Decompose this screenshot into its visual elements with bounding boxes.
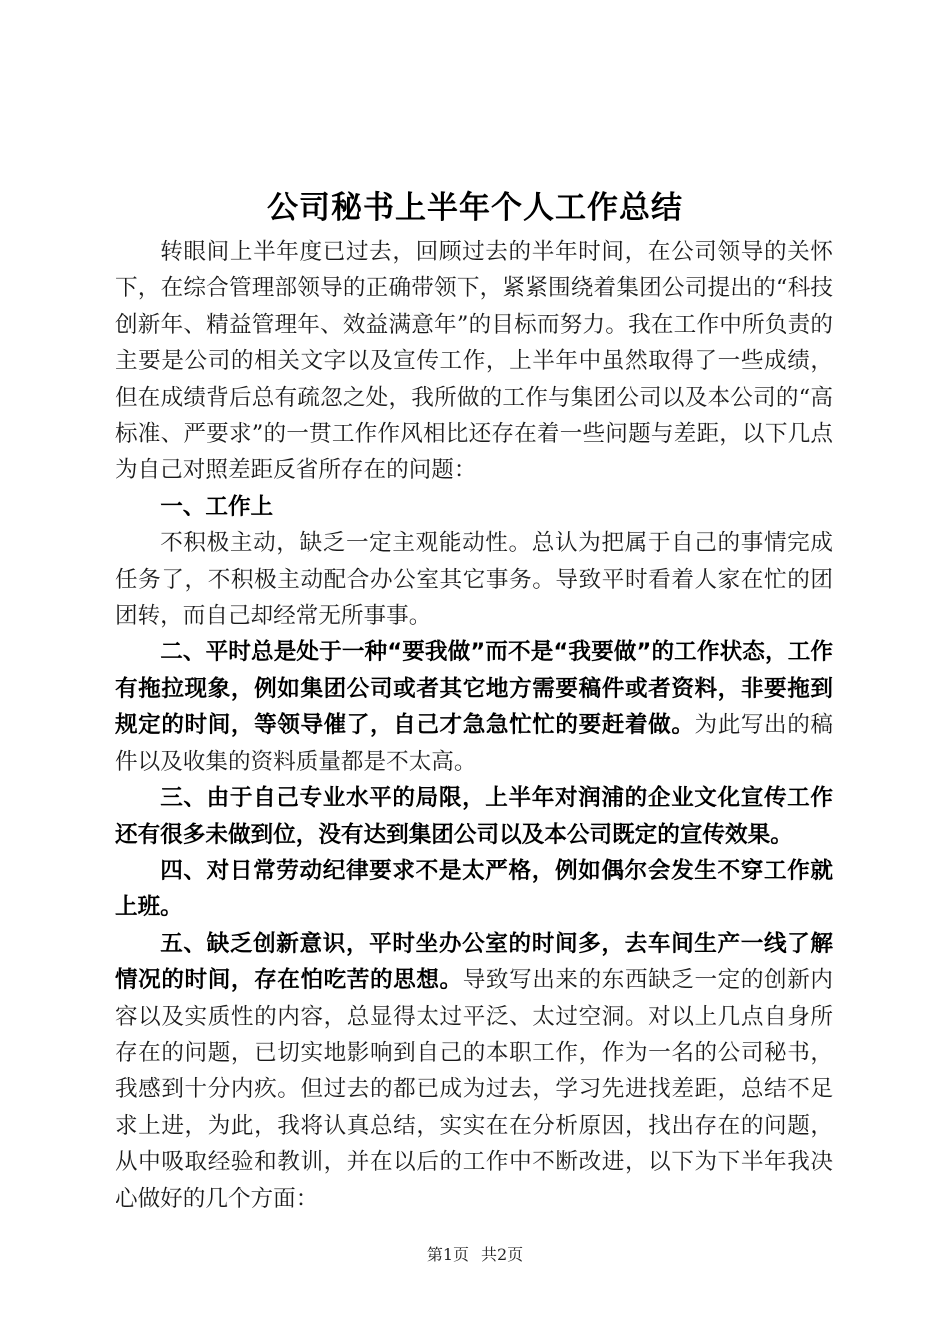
point-heading-text: 三、由于自己专业水平的局限，上半年对润浦的企业文化宣传工作还有很多未做到位，没有达到集团公司以及本公司既定的宣传效果。	[115, 785, 833, 848]
document-title: 公司秘书上半年个人工作总结	[267, 190, 683, 226]
section-heading-work	[115, 489, 833, 525]
paragraph-text: 不积极主动，缺乏一定主观能动性。总认为把属于自己的事情完成任务了，不积极主动配合办公室其它事务。导致平时看着人家在忙的团团转，而自己却经常无所事事。	[115, 530, 833, 630]
page-number-current: 第1页	[426, 1245, 469, 1264]
page-footer	[0, 1244, 950, 1266]
paragraph-point-three	[115, 780, 833, 853]
paragraph-text: 转眼间上半年度已过去，回顾过去的半年时间，在公司领导的关怀下，在综合管理部领导的正确带领下，紧紧围绕着集团公司提出的“科技创新年、精益管理年、效益满意年”的目标而努力。我在工作中所负责的主要是公司的相关文字以及宣传工作，上半年中虽然取得了一些成绩，但在成绩背后总有疏忽之处，我所做的工作与集团公司以及本公司的“高标准、严要求”的一贯工作作风相比还存在着一些问题与差距，以下几点为自己对照差距反省所存在的问题：	[115, 239, 833, 484]
paragraph-point-five	[115, 926, 833, 1217]
point-heading-text: 四、对日常劳动纪律要求不是太严格，例如偶尔会发生不穿工作就上班。	[115, 857, 833, 921]
section-heading-text: 一、工作上	[160, 493, 274, 520]
paragraph-point-two	[115, 634, 833, 780]
paragraph-point-four	[115, 853, 833, 926]
paragraph-text: 为此写出的稿件以及收集的资料质量都是不太高。	[115, 712, 834, 775]
document-body	[115, 234, 833, 1217]
paragraph-text: 导致写出来的东西缺乏一定的创新内容以及实质性的内容，总显得太过平泛、太过空洞。对以上几点自身所存在的问题，已切实地影响到自己的本职工作，作为一名的公司秘书，我感到十分内疚。但过去的都已成为过去，学习先进找差距，总结不足求上进，为此，我将认真总结，实实在在分析原因，找出存在的问题，从中吸取经验和教训，并在以后的工作中不断改进，以下为下半年我决心做好的几个方面：	[115, 967, 833, 1212]
paragraph-work-detail	[115, 525, 833, 634]
point-heading-text: 二、平时总是处于一种“要我做”而不是“我要做”的工作状态，工作有拖拉现象，例如集团公司或者其它地方需要稿件或者资料，非要拖到规定的时间，等领导催了，自己才急急忙忙的要赶着做。	[115, 639, 833, 739]
page-number-total: 共2页	[481, 1245, 524, 1264]
point-heading-text: 五、缺乏创新意识，平时坐办公室的时间多，去车间生产一线了解情况的时间，存在怕吃苦的思想。	[115, 930, 833, 994]
paragraph-intro	[115, 234, 833, 489]
